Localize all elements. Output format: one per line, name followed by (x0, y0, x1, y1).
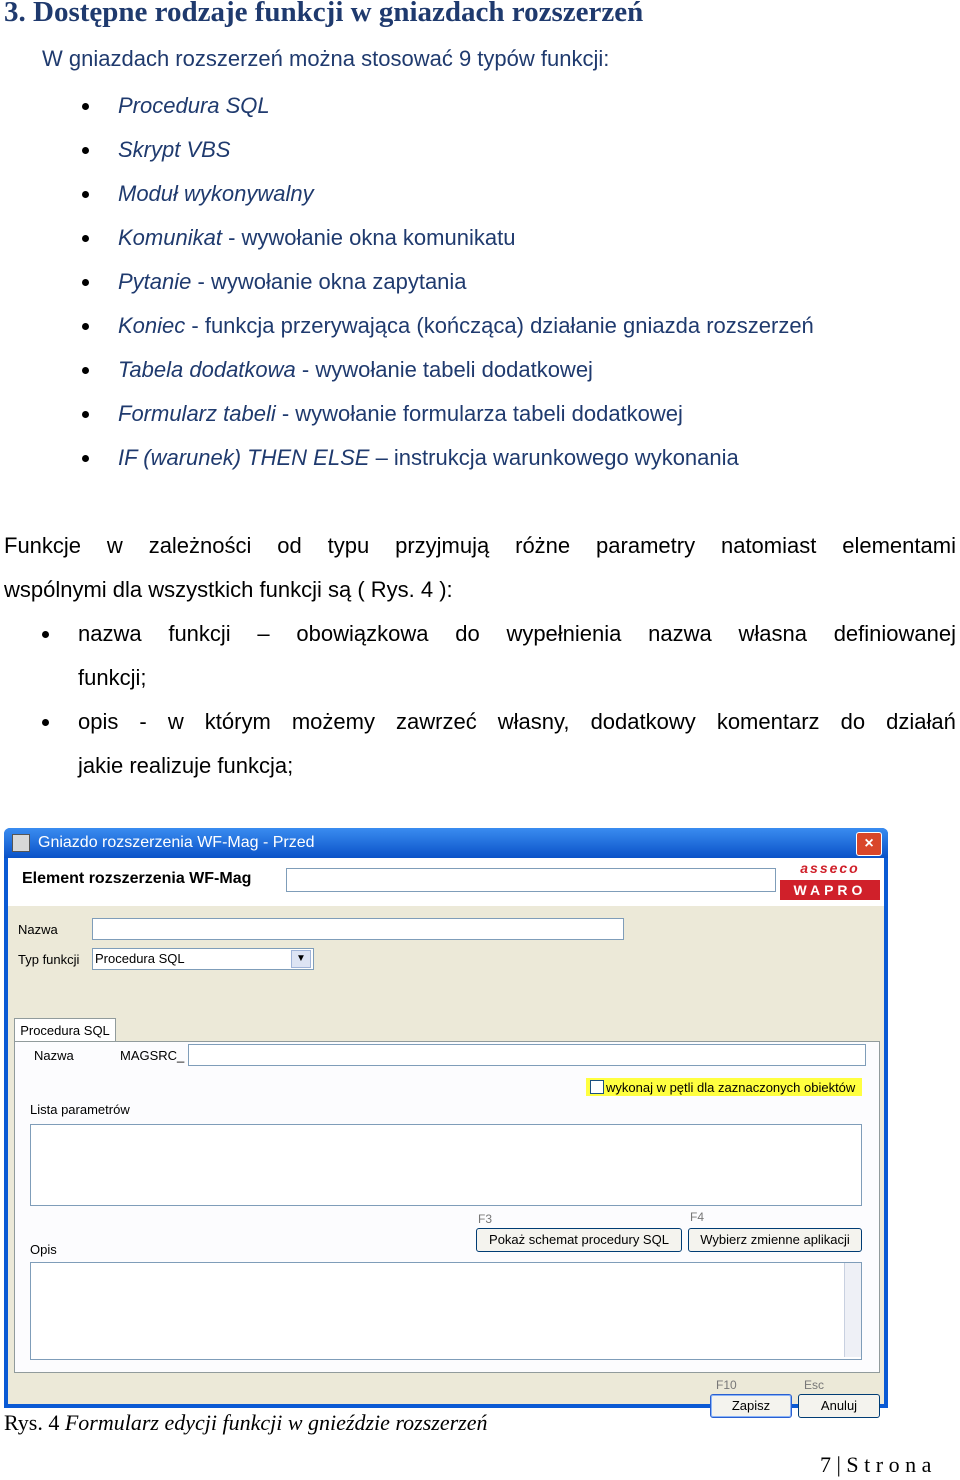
params-label: Lista parametrów (30, 1102, 130, 1117)
list-item (80, 172, 940, 216)
bullet-icon (82, 103, 89, 110)
function-name: Moduł wykonywalny (118, 181, 314, 206)
function-name: Procedura SQL (118, 93, 270, 118)
word: opis (78, 709, 119, 734)
asseco-logo: asseco (800, 860, 860, 876)
bullet-icon (82, 367, 89, 374)
function-name: Formularz tabeli (118, 401, 276, 426)
select-variables-button[interactable]: Wybierz zmienne aplikacji (688, 1228, 862, 1252)
list-item (80, 84, 940, 128)
header-area (8, 858, 884, 906)
element-input[interactable] (286, 868, 776, 892)
function-name: Tabela dodatkowa (118, 357, 296, 382)
word: elementami (842, 533, 956, 558)
word: do (455, 621, 480, 646)
function-type-value: Procedura SQL (95, 951, 185, 966)
word: w (167, 709, 184, 734)
header-label: Element rozszerzenia WF-Mag (22, 870, 252, 887)
word: wypełnienia (506, 621, 622, 646)
bullet-icon (82, 147, 89, 154)
name-input[interactable] (92, 918, 624, 940)
paragraph-line: wspólnymi dla wszystkich funkcji są ( Rys. 4 ): (4, 577, 453, 602)
inner-name-prefix: MAGSRC_ (120, 1048, 185, 1063)
function-desc: - wywołanie formularza tabeli dodatkowej (275, 401, 683, 426)
inner-name-label: Nazwa (34, 1048, 74, 1063)
bullet-icon (82, 279, 89, 286)
bullet-icon (42, 719, 49, 726)
bullet-icon (82, 411, 89, 418)
list-item (80, 260, 940, 304)
save-button[interactable]: Zapisz (710, 1394, 792, 1418)
bullet-icon (42, 631, 49, 638)
app-icon (12, 834, 30, 852)
list-item (40, 700, 956, 788)
word: zależności (148, 533, 252, 558)
word: własny, (497, 709, 570, 734)
list-item (80, 128, 940, 172)
word: od (277, 533, 302, 558)
function-name: Skrypt VBS (118, 137, 231, 162)
list-item (80, 348, 940, 392)
function-name: Pytanie (118, 269, 192, 294)
word: komentarz (716, 709, 820, 734)
word: definiowanej (833, 621, 956, 646)
caption-prefix: Rys. 4 (4, 1410, 65, 1435)
loop-checkbox-label: wykonaj w pętli dla zaznaczonych obiektów (606, 1080, 856, 1095)
word: przyjmują (395, 533, 490, 558)
caption-text: Formularz edycji funkcji w gnieździe rozszerzeń (64, 1410, 488, 1435)
word: natomiast (720, 533, 817, 558)
f10-key: F10 (716, 1378, 737, 1392)
section-heading: 3. Dostępne rodzaje funkcji w gniazdach rozszerzeń (4, 0, 644, 28)
word: możemy (291, 709, 375, 734)
bullet-line (78, 700, 956, 744)
wapro-logo: WAPRO (780, 880, 880, 900)
function-name: Komunikat (118, 225, 222, 250)
function-desc: - wywołanie tabeli dodatkowej (295, 357, 593, 382)
bullet-line (78, 612, 956, 656)
close-button[interactable]: × (856, 832, 882, 856)
bullet-icon (82, 235, 89, 242)
name-label: Nazwa (18, 922, 58, 937)
description-label: Opis (30, 1242, 57, 1257)
function-type-select[interactable] (92, 948, 314, 970)
list-item (80, 304, 940, 348)
paragraph-line (4, 524, 956, 568)
function-name: IF (warunek) THEN ELSE (118, 445, 370, 470)
bullet-line: jakie realizuje funkcja; (78, 753, 294, 778)
f4-key: F4 (690, 1210, 705, 1224)
word: działań (886, 709, 956, 734)
word: w (106, 533, 123, 558)
word: – (257, 621, 270, 646)
word: którym (204, 709, 271, 734)
word: do (840, 709, 866, 734)
page-number: 7 | S t r o n a (820, 1452, 932, 1477)
cancel-button[interactable]: Anuluj (798, 1394, 880, 1418)
word: nazwa (78, 621, 142, 646)
word: różne (515, 533, 571, 558)
parameters-paragraph (4, 524, 956, 612)
function-name: Koniec (118, 313, 186, 338)
esc-key: Esc (804, 1378, 825, 1392)
tab-procedura-sql[interactable]: Procedura SQL (14, 1018, 116, 1043)
f3-key: F3 (478, 1212, 493, 1226)
word: typu (327, 533, 370, 558)
list-item (80, 436, 940, 480)
bullet-line: funkcji; (78, 665, 147, 690)
function-desc: - funkcja przerywająca (kończąca) działanie gniazda rozszerzeń (185, 313, 814, 338)
title-bar (4, 828, 888, 858)
params-list[interactable] (30, 1124, 862, 1206)
word: funkcji (168, 621, 231, 646)
figure-caption (4, 1410, 488, 1436)
word: zawrzeć (396, 709, 477, 734)
word: parametry (596, 533, 696, 558)
word: dodatkowy (590, 709, 696, 734)
word: Funkcje (4, 533, 82, 558)
function-desc: – instrukcja warunkowego wykonania (369, 445, 739, 470)
parameters-list (40, 612, 956, 788)
word: - (139, 709, 147, 734)
window-client (8, 858, 884, 1413)
window-title: Gniazdo rozszerzenia WF-Mag - Przed (38, 834, 315, 851)
description-textarea[interactable] (30, 1262, 862, 1360)
word: własna (738, 621, 807, 646)
chevron-down-icon[interactable]: ▼ (291, 950, 311, 968)
word: nazwa (648, 621, 712, 646)
bullet-icon (82, 323, 89, 330)
intro-text: W gniazdach rozszerzeń można stosować 9 typów funkcji: (42, 46, 610, 71)
inner-name-input[interactable] (188, 1044, 866, 1066)
function-types-list (80, 84, 940, 480)
list-item (40, 612, 956, 700)
function-desc: - wywołanie okna komunikatu (221, 225, 516, 250)
scrollbar[interactable] (844, 1263, 861, 1357)
list-item (80, 216, 940, 260)
bullet-icon (82, 455, 89, 462)
loop-checkbox[interactable] (590, 1080, 604, 1094)
function-desc: - wywołanie okna zapytania (191, 269, 467, 294)
function-type-label: Typ funkcji (18, 952, 80, 967)
dialog-window-screenshot (4, 828, 888, 1413)
word: obowiązkowa (296, 621, 429, 646)
list-item (80, 392, 940, 436)
bullet-icon (82, 191, 89, 198)
show-sql-schema-button[interactable]: Pokaż schemat procedury SQL (476, 1228, 682, 1252)
